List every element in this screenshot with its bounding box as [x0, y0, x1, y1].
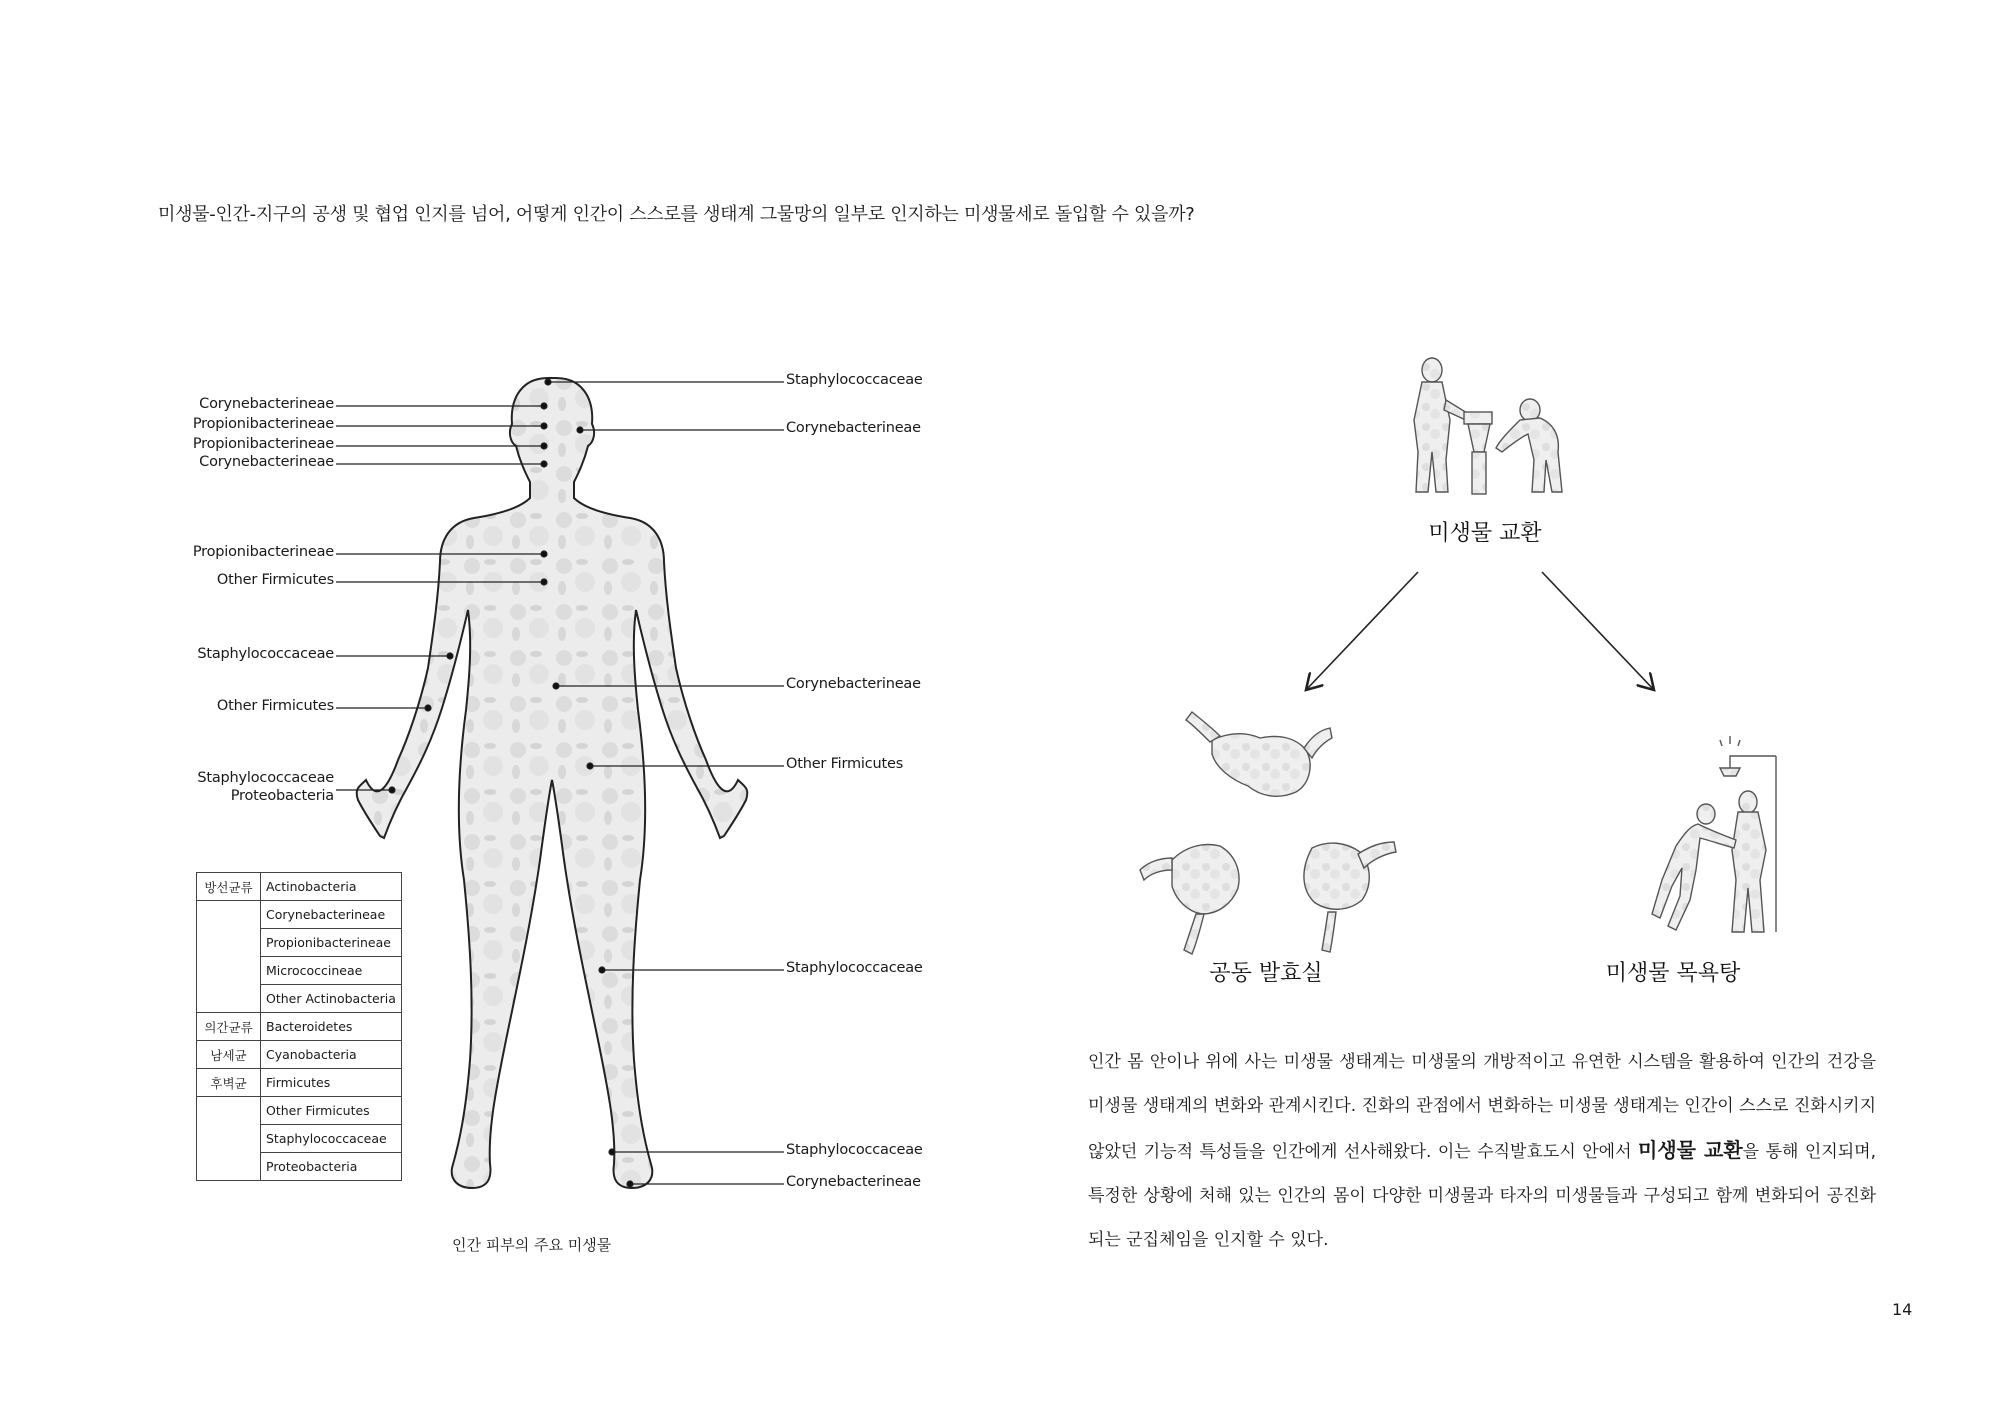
phylum-cell: [197, 957, 261, 985]
phylum-cell: 방선균류: [197, 873, 261, 901]
taxon-cell: Propionibacterineae: [261, 929, 402, 957]
taxon-cell: Bacteroidetes: [261, 1013, 402, 1041]
label-staphylococcaceae-scalp: Staphylococcaceae: [786, 372, 923, 388]
body-silhouette: [357, 378, 748, 1188]
label-other-firmicutes-chest: Other Firmicutes: [216, 572, 334, 588]
label-staphylococcaceae-arm: Staphylococcaceae: [197, 646, 334, 662]
phylum-cell: [197, 901, 261, 929]
label-propionibacterineae-chest: Propionibacterineae: [192, 544, 334, 560]
arrow-to-fermentation-room: [1306, 572, 1418, 690]
label-proteobacteria-hand: Proteobacteria: [230, 788, 334, 804]
taxon-cell: Other Actinobacteria: [261, 985, 402, 1013]
body-figure-caption: 인간 피부의 주요 미생물: [452, 1236, 612, 1254]
phylum-cell: [197, 1153, 261, 1181]
table-row: [197, 1097, 402, 1125]
phylum-cell: 의간균류: [197, 1013, 261, 1041]
taxon-cell: Actinobacteria: [261, 873, 402, 901]
paragraph-part1: 인간 몸 안이나 위에 사는 미생물 생태계는 미생물의 개방적이고 유연한 시스템을 활용하여 인간의 건강을 미생물 생태계의 변화와 관계시킨다. 진화의 관점에서 변화하는 미생물 생태계는 인간이 스스로 진화시키지 않았던 기능적 특성들을 인간에게 선사해왔다. 이는 수직발효도시 안에서: [1088, 1052, 1876, 1162]
phylum-cell: [197, 929, 261, 957]
paragraph-emphasis: 미생물 교환: [1638, 1138, 1743, 1162]
label-propionibacterineae-cheek: Propionibacterineae: [192, 436, 334, 452]
phylum-cell: [197, 1097, 261, 1125]
table-row: [197, 1125, 402, 1153]
node-microbial-bathhouse: 미생물 목욕탕: [1605, 961, 1741, 986]
table-row: [197, 957, 402, 985]
node-shared-fermentation-room: 공동 발효실: [1209, 961, 1323, 986]
phylum-cell: 남세균: [197, 1041, 261, 1069]
label-corynebacterineae-ear: Corynebacterineae: [786, 420, 921, 436]
label-staphylococcaceae-hand: Staphylococcaceae: [197, 770, 334, 786]
phylum-cell: 후벽균: [197, 1069, 261, 1097]
table-row: [197, 901, 402, 929]
table-row: [197, 1153, 402, 1181]
label-propionibacterineae-nose: Propionibacterineae: [192, 416, 334, 432]
paragraph-part2: 을 통해 인지되며, 특정한 상황에 처해 있는 인간의 몸이 다양한 미생물과 타자의 미생물들과 구성되고 함께 변화되어 공진화되는 군집체임을 인지할 수 있다.: [1088, 1142, 1876, 1250]
table-row: [197, 1013, 402, 1041]
taxon-cell: Other Firmicutes: [261, 1097, 402, 1125]
label-staphylococcaceae-ankle: Staphylococcaceae: [786, 1142, 923, 1158]
research-question: 미생물-인간-지구의 공생 및 협업 인지를 넘어, 어떻게 인간이 스스로를 생태계 그물망의 일부로 인지하는 미생물세로 돌입할 수 있을까?: [158, 204, 1195, 225]
label-other-firmicutes-forearm: Other Firmicutes: [216, 698, 334, 714]
table-row: [197, 1041, 402, 1069]
node-microbial-exchange: 미생물 교환: [1428, 521, 1542, 546]
label-corynebacterineae-foot: Corynebacterineae: [786, 1174, 921, 1190]
body-paragraph: [1088, 1040, 1876, 1262]
taxon-cell: Micrococcineae: [261, 957, 402, 985]
phylum-cell: [197, 985, 261, 1013]
shared-hands-illustration: [1140, 712, 1396, 954]
table-row: [197, 929, 402, 957]
table-row: [197, 873, 402, 901]
microbial-bathhouse-illustration: [1652, 736, 1776, 932]
table-row: [197, 985, 402, 1013]
taxon-cell: Corynebacterineae: [261, 901, 402, 929]
taxonomy-table: [196, 872, 402, 1181]
label-corynebacterineae-navel: Corynebacterineae: [786, 676, 921, 692]
label-other-firmicutes-groin: Other Firmicutes: [786, 756, 904, 772]
taxon-cell: Staphylococcaceae: [261, 1125, 402, 1153]
table-row: [197, 1069, 402, 1097]
taxon-cell: Firmicutes: [261, 1069, 402, 1097]
taxon-cell: Cyanobacteria: [261, 1041, 402, 1069]
paragraph-text: [1088, 1040, 1876, 1262]
page-number: 14: [1892, 1300, 1913, 1319]
arrow-to-microbial-bathhouse: [1542, 572, 1654, 690]
taxon-cell: Proteobacteria: [261, 1153, 402, 1181]
phylum-cell: [197, 1125, 261, 1153]
label-corynebacterineae-chin: Corynebacterineae: [199, 454, 334, 470]
label-corynebacterineae-forehead: Corynebacterineae: [199, 396, 334, 412]
label-staphylococcaceae-knee: Staphylococcaceae: [786, 960, 923, 976]
microbial-exchange-illustration: [1414, 358, 1562, 494]
microbial-exchange-diagram: [1100, 340, 1920, 986]
